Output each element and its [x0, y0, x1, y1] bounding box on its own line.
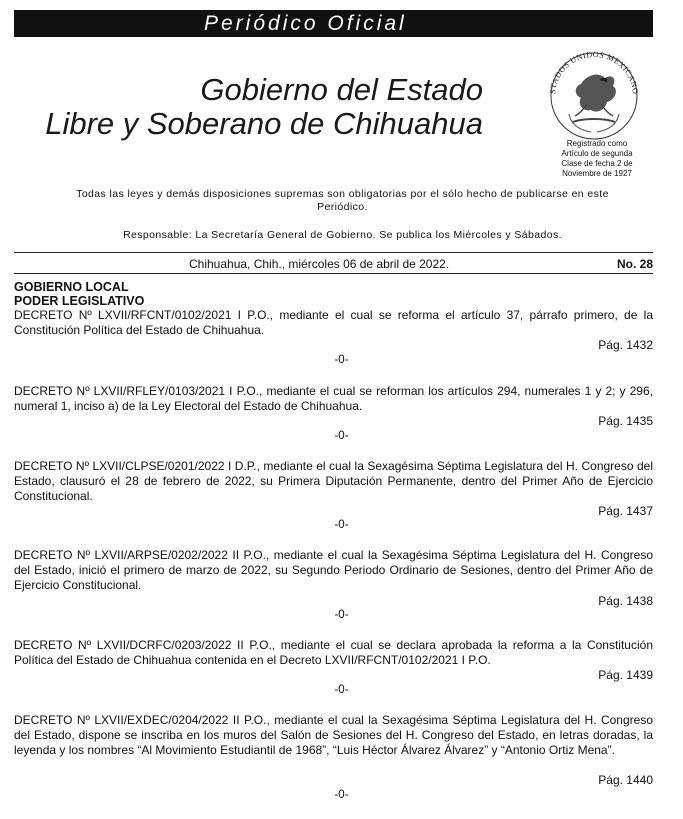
legal-notice: Todas las leyes y demás disposiciones supremas son obligatorias por el sólo hecho de publicarse en este Periódico. [76, 188, 609, 213]
decree-entry: DECRETO Nº LXVII/RFCNT/0102/2021 I P.O., mediante el cual se reforma el artículo 37, párrafo primero, de la Constitución Política del Estado de Chihuahua. [14, 308, 653, 337]
seal-text: STADOS UNIDOS MEXICANO [548, 49, 641, 95]
decree-page: Pág. 1438 [598, 594, 653, 608]
separator: -0- [334, 789, 349, 801]
subsection-heading: PODER LEGISLATIVO [14, 294, 145, 308]
national-seal-icon [541, 44, 647, 140]
government-title-line2: Libre y Soberano de Chihuahua [45, 106, 483, 141]
decree-entry: DECRETO Nº LXVII/RFLEY/0103/2021 I P.O., mediante el cual se reforman los artículos 294, numerales 1 y 2; y 296, numeral 1, inciso a) de la Ley Electoral del Estado de Chihuahua. [14, 384, 653, 413]
decree-page: Pág. 1440 [598, 773, 653, 787]
separator: -0- [334, 609, 349, 621]
separator: -0- [334, 519, 349, 531]
decree-page: Pág. 1432 [598, 338, 653, 352]
decree-entry: DECRETO Nº LXVII/ARPSE/0202/2022 II P.O., mediante el cual la Sexagésima Séptima Legislatura del H. Congreso del Estado, inició el primero de marzo de 2022, su Segundo Periodo Ordinario de Sesiones, dentro del Primer Año de Ejercicio Constitucional. [14, 548, 653, 592]
separator: -0- [334, 430, 349, 442]
decree-entry: DECRETO Nº LXVII/CLPSE/0201/2022 I D.P., mediante el cual la Sexagésima Séptima Legislatura del H. Congreso del Estado, clausuró el 28 de febrero de 2022, su Primera Diputación Permanente, dentro del Primer Año de Ejercicio Constitucional. [14, 459, 653, 503]
publication-title: Periódico Oficial [204, 12, 407, 35]
issue-date: Chihuahua, Chih., miércoles 06 de abril de 2022. [189, 257, 450, 271]
separator: -0- [334, 684, 349, 696]
government-title-line1: Gobierno del Estado [200, 72, 483, 107]
decree-page: Pág. 1437 [598, 504, 653, 518]
divider-bottom [14, 273, 653, 274]
decree-entry: DECRETO Nº LXVII/DCRFC/0203/2022 II P.O., mediante el cual se declara aprobada la reforma a la Constitución Política del Estado de Chihuahua contenida en el Decreto LXVII/RFCNT/0102/2021 I P.O. [14, 638, 653, 667]
separator: -0- [334, 354, 349, 366]
section-heading: GOBIERNO LOCAL [14, 280, 129, 294]
decree-page: Pág. 1439 [598, 668, 653, 682]
divider-top [14, 252, 653, 253]
masthead-banner [14, 10, 653, 37]
registration-note: Registrado como Artículo de segunda Clase de fecha 2 de Noviembre de 1927 [561, 139, 633, 178]
issue-number: No. 28 [616, 257, 653, 271]
responsible-notice: Responsable: La Secretaría General de Gobierno. Se publica los Miércoles y Sábados. [123, 229, 562, 241]
decree-entry: DECRETO Nº LXVII/EXDEC/0204/2022 II P.O., mediante el cual la Sexagésima Séptima Legislatura del H. Congreso del Estado, dispone se inscriba en los muros del Salón de Sesiones del H. Congreso del Estado, en letras doradas, la leyenda y los nombres “Al Movimiento Estudiantil de 1968”, “Luis Héctor Álvarez Álvarez” y “Antonio Ortiz Mena”. [14, 713, 653, 757]
decree-page: Pág. 1435 [598, 414, 653, 428]
